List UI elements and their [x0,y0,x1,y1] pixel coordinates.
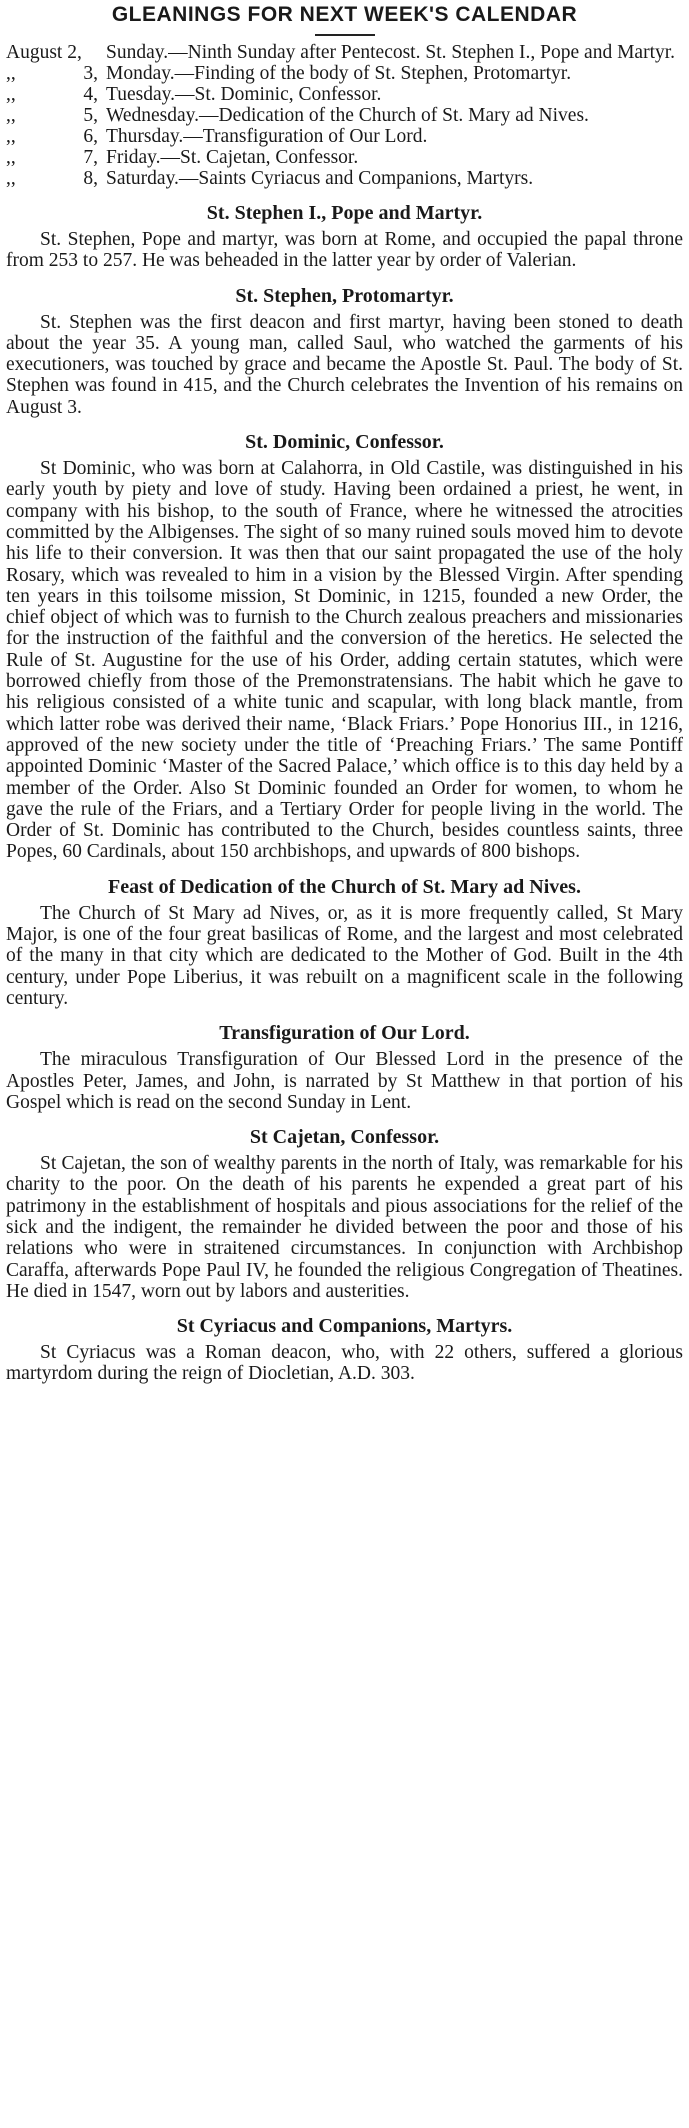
calendar-entry [6,105,683,126]
section-body: St. Stephen was the first deacon and first martyr, having been stoned to death about the year 35. A young man, called Saul, who watched the garments of his executioners, was touched by grace and became the Apostle St. Paul. The body of St. Stephen was found in 415, and the Church celebrates the Invention of his remains on August 3. [6,311,683,418]
section-heading: St. Dominic, Confessor. [245,431,444,454]
calendar-ditto: ,, [6,168,16,189]
masthead-title: GLEANINGS FOR NEXT WEEK'S CALENDAR [111,3,578,26]
calendar-entry-text: Sunday.—Ninth Sunday after Pentecost. St. Stephen I., Pope and Martyr. [106,42,676,63]
calendar-entry-text: Thursday.—Transfiguration of Our Lord. [106,126,428,147]
calendar-entry-text: Saturday.—Saints Cyriacus and Companions, Martyrs. [106,168,534,189]
section-body: The Church of St Mary ad Nives, or, as it is more frequently called, St Mary Major, is one of the four great basilicas of Rome, and the largest and most celebrated of the many in that city which are dedicated to the Mother of God. Built in the 4th century, under Pope Liberius, it was rebuilt on a magnificent scale in the following century. [6,902,683,1009]
section-heading: St. Stephen I., Pope and Martyr. [206,202,483,224]
calendar-ditto: ,, [6,105,16,126]
calendar-day: 3, [83,63,98,84]
calendar-entry [6,42,683,63]
section-body: St Cyriacus was a Roman deacon, who, with 22 others, suffered a glorious martyrdom during the reign of Diocletian, A.D. 303. [6,1342,683,1385]
section-heading: St Cyriacus and Companions, Martyrs. [176,1315,513,1338]
calendar-date: August 2, [6,42,82,63]
section-body: St. Stephen, Pope and martyr, was born at Rome, and occupied the papal throne from 253 to 257. He was beheaded in the latter year by order of Valerian. [6,229,683,272]
calendar-ditto: ,, [6,63,16,84]
calendar-day: 4, [83,84,98,105]
article-page [6,0,683,1385]
calendar-ditto: ,, [6,126,16,147]
calendar-entry [6,126,683,147]
calendar-day: 7, [83,147,98,168]
calendar-entry [6,147,683,168]
calendar-day: 8, [83,168,98,189]
section-body: St Dominic, who was born at Calahorra, in Old Castile, was distinguished in his early youth by piety and love of study. Having been ordained a priest, he went, in company with his bishop, to the south of France, where he witnessed the atrocities committed by the Albigenses. The sight of so many ruined souls moved him to devote his life to their conversion. It was then that our saint propagated the use of the holy Rosary, which was revealed to him in a vision by the Blessed Virgin. After spending ten years in this toilsome mission, St Dominic, in 1215, founded a new Order, the chief object of which was to furnish to the Church zealous preachers and missionaries for the instruction of the faithful and the conversion of the heretics. He selected the Rule of St. Augustine for the use of his Order, adding certain statutes, which were borrowed chiefly from those of the Premonstratensians. The habit which he gave to his religious consisted of a white tunic and scapular, with long black mantle, from which latter robe was derived their name, ‘Black Friars.’ Pope Honorius III., in 1216, approved of the new society under the title of ‘Preaching Friars.’ The same Pontiff appointed Dominic ‘Master of the Sacred Palace,’ which office is to this day held by a member of the Order. Also St Dominic founded an Order for women, to whom he gave the rule of the Friars, and a Tertiary Order for people living in the world. The Order of St. Dominic has contributed to the Church, besides countless saints, three Popes, 60 Cardinals, about 150 archbishops, and upwards of 800 bishops. [6,458,683,863]
calendar-entry-text: Tuesday.—St. Dominic, Confessor. [106,84,382,105]
section-heading: St Cajetan, Confessor. [249,1126,440,1149]
calendar-entry [6,168,683,189]
calendar-ditto: ,, [6,84,16,105]
calendar-day: 5, [83,105,98,126]
calendar-list [6,42,683,189]
section-body: The miraculous Transfiguration of Our Blessed Lord in the presence of the Apostles Peter, James, and John, is narrated by St Matthew in that portion of his Gospel which is read on the second Sunday in Lent. [6,1049,683,1113]
calendar-ditto: ,, [6,147,16,168]
calendar-entry-text: Monday.—Finding of the body of St. Stephen, Protomartyr. [106,63,572,84]
section-body: St Cajetan, the son of wealthy parents in the north of Italy, was remarkable for his charity to the poor. On the death of his parents he expended a great part of his patrimony in the establishment of hospitals and pious associations for the relief of the sick and the indigent, the remainder he divided between the poor and those of his relations who were in straitened circumstances. In conjunction with Archbishop Caraffa, afterwards Pope Paul IV, he founded the religious Congregation of Theatines. He died in 1547, worn out by labors and austerities. [6,1153,683,1302]
calendar-day: 6, [83,126,98,147]
calendar-entry-text: Friday.—St. Cajetan, Confessor. [106,147,359,168]
calendar-entry-text: Wednesday.—Dedication of the Church of St. Mary ad Nives. [106,105,589,126]
calendar-entry [6,84,683,105]
section-heading: Transfiguration of Our Lord. [219,1022,470,1045]
title-rule-divider [315,34,375,36]
section-heading: St. Stephen, Protomartyr. [235,284,454,307]
section-heading: Feast of Dedication of the Church of St. Mary ad Nives. [108,875,581,898]
calendar-entry [6,63,683,84]
